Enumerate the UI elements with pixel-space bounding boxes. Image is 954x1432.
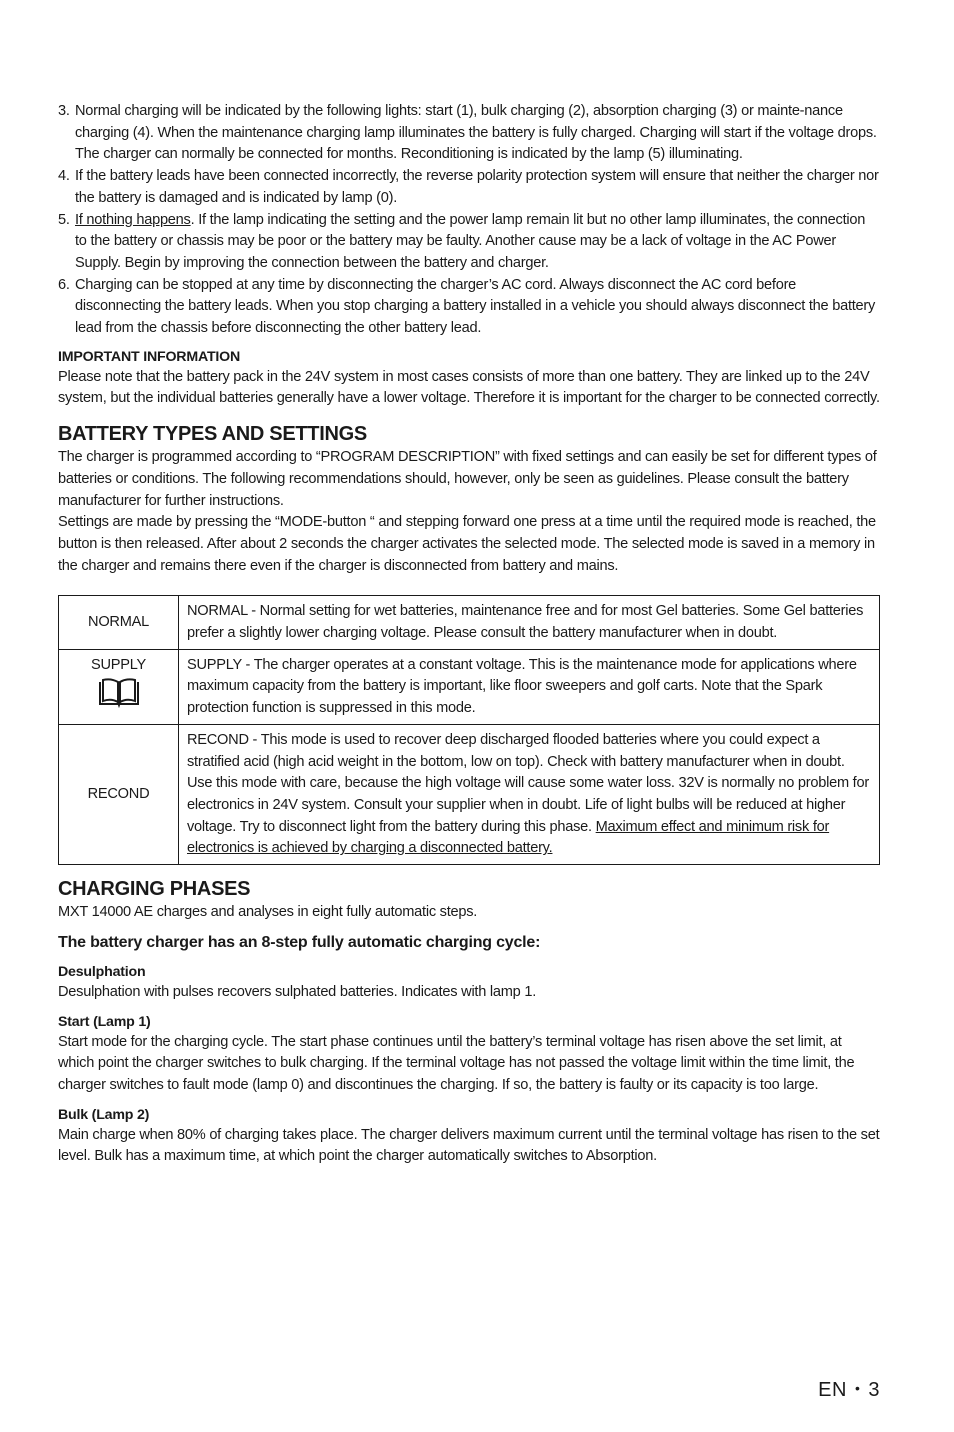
numbered-steps bbox=[58, 101, 880, 340]
charging-phases-heading: CHARGING PHASES bbox=[58, 878, 251, 901]
page-content bbox=[58, 101, 880, 1168]
step-lead-underlined: If nothing happens bbox=[75, 211, 191, 228]
step-number: 5. bbox=[58, 211, 70, 228]
mode-label-recond: RECOND bbox=[59, 724, 179, 864]
battery-types-para-2: Settings are made by pressing the “MODE-button “ and stepping forward one press at a time until the required mode is reached, the button is then released. After about 2 seconds the charger activates the selected mode. The selected mode is saved in a memory in the charger and remains there even if the charger is disconnected from battery and mains. bbox=[58, 514, 876, 574]
phase-title: Start (Lamp 1) bbox=[58, 1013, 151, 1030]
step-text: Normal charging will be indicated by the following lights: start (1), bulk charging (2), absorption charging (3) or mainte-nance charging (4). When the maintenance charging lamp illuminates the battery is fully charged. Charging will start if the voltage drops. The charger can normally be connected for months. Reconditioning is indicated by the lamp (5) illuminating. bbox=[75, 103, 877, 163]
list-item bbox=[58, 166, 880, 209]
charging-phases-intro: MXT 14000 AE charges and analyses in eight fully automatic steps. bbox=[58, 904, 478, 921]
phase-title: Bulk (Lamp 2) bbox=[58, 1106, 150, 1123]
page-footer bbox=[818, 1376, 880, 1402]
phase-title: Desulphation bbox=[58, 963, 146, 980]
table-row bbox=[59, 596, 880, 649]
phase-text: Main charge when 80% of charging takes place. The charger delivers maximum current until the terminal voltage has risen to the set level. Bulk has a maximum time, at which point the charger automatically switches to Absorption. bbox=[58, 1126, 880, 1165]
step-text: . If the lamp indicating the setting and the power lamp remain lit but no other lamp illuminates, the connection to the battery or chassis may be poor or the battery may be faulty. Another cause may be a lack of voltage in the AC Power Supply. Begin by improving the connection between the battery and charger. bbox=[75, 211, 866, 271]
mode-desc-supply: SUPPLY - The charger operates at a constant voltage. This is the maintenance mode for applications where maximum capacity from the battery is important, like floor sweepers and golf carts. Note that the Spark protection function is suppressed in this mode. bbox=[179, 649, 880, 724]
mode-desc-recond bbox=[179, 724, 880, 864]
step-text: Charging can be stopped at any time by disconnecting the charger’s AC cord. Always disconnect the AC cord before disconnecting the battery leads. When you stop charging a battery installed in a vehicle you should always disconnect the battery lead from the chassis before disconnecting the other battery lead. bbox=[75, 276, 876, 337]
list-item bbox=[58, 275, 880, 340]
charging-cycle-subheading: The battery charger has an 8-step fully automatic charging cycle: bbox=[58, 933, 541, 951]
recond-desc-2 bbox=[187, 773, 871, 860]
battery-types-para-1: The charger is programmed according to “PROGRAM DESCRIPTION” with fixed settings and can easily be set for different types of batteries or conditions. The following recommendations should, however, only be seen as guidelines. Please consult the battery manufacturer for further instructions. bbox=[58, 449, 877, 509]
phase-block bbox=[58, 1012, 880, 1097]
phase-block bbox=[58, 962, 880, 1004]
phase-text: Desulphation with pulses recovers sulphated batteries. Indicates with lamp 1. bbox=[58, 983, 537, 1000]
list-item bbox=[58, 210, 880, 275]
step-number: 3. bbox=[58, 103, 70, 119]
battery-types-heading: BATTERY TYPES AND SETTINGS bbox=[58, 423, 367, 446]
table-row bbox=[59, 724, 880, 864]
step-number: 6. bbox=[58, 276, 70, 293]
phase-text: Start mode for the charging cycle. The start phase continues until the battery’s terminal voltage has risen above the set limit, at which point the charger switches to bulk charging. If the terminal voltage has not passed the voltage limit within the time limit, the charger switches to fault mode (lamp 0) and discontinues the charging. If so, the battery is faulty or its capacity is too large. bbox=[58, 1033, 855, 1093]
recond-desc-2-text: Use this mode with care, because the high voltage will cause some water loss. 32V is normally no problem for electronics in 24V system. Consult your supplier when in doubt. Life of light bulbs will be reduced at higher voltage. Try to disconnect light from the battery during this phase. bbox=[187, 775, 869, 835]
important-heading: IMPORTANT INFORMATION bbox=[58, 348, 241, 365]
step-text: If the battery leads have been connected incorrectly, the reverse polarity protection system will ensure that neither the charger nor the battery is damaged and is indicated by lamp (0). bbox=[75, 168, 879, 206]
mode-cell-supply bbox=[59, 649, 179, 724]
list-item bbox=[58, 101, 880, 166]
step-number: 4. bbox=[58, 168, 70, 185]
recond-desc-2-underlined: Maximum effect and minimum risk for electronics is achieved by charging a disconnected battery. bbox=[187, 818, 830, 857]
footer-separator: • bbox=[854, 1380, 861, 1396]
important-text: Please note that the battery pack in the 24V system in most cases consists of more than one battery. They are linked up to the 24V system, but the individual batteries generally have a lower voltage. Therefore it is important for the charger to be connected correctly. bbox=[58, 368, 880, 407]
page-number: 3 bbox=[868, 1379, 880, 1401]
mode-label-normal: NORMAL bbox=[59, 596, 179, 649]
manual-book-icon bbox=[97, 678, 141, 708]
phase-block bbox=[58, 1105, 880, 1168]
modes-table bbox=[58, 595, 880, 865]
table-row bbox=[59, 649, 880, 724]
footer-language: EN bbox=[818, 1379, 847, 1401]
recond-desc-1: RECOND - This mode is used to recover deep discharged flooded batteries where you could expect a stratified acid (high acid weight in the bottom, low on top). Check with battery manufacturer when in doubt. bbox=[187, 731, 845, 770]
mode-desc-normal: NORMAL - Normal setting for wet batteries, maintenance free and for most Gel batteries. Some Gel batteries prefer a slightly lower charging voltage. Please consult the battery manufacturer when in doubt. bbox=[179, 596, 880, 649]
mode-label-supply: SUPPLY bbox=[90, 656, 146, 673]
